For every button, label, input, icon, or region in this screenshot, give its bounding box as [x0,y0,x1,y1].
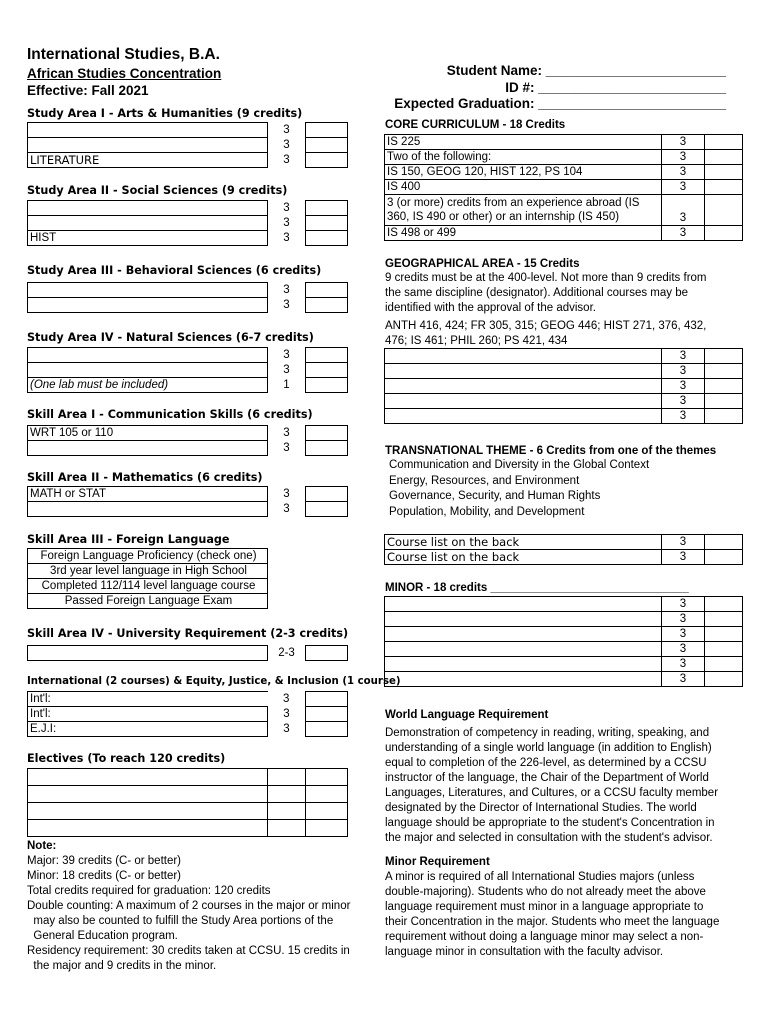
grade-cell[interactable] [705,535,743,550]
credit-cell: 3 [662,612,705,627]
credit-cell: 3 [662,535,705,550]
grade-cell[interactable] [306,769,348,786]
grade-cell[interactable] [306,646,348,661]
note-line: General Education program. [27,930,178,942]
course-cell[interactable] [385,349,662,364]
grade-cell[interactable] [306,426,348,441]
grade-cell[interactable] [705,612,743,627]
expected-graduation-field[interactable]: Expected Graduation: _________________________ [394,96,726,111]
table-row [28,283,348,298]
grade-cell[interactable] [705,226,743,241]
note-line: Minor: 18 credits (C- or better) [27,870,182,882]
table-row [28,298,348,313]
table-row [28,426,348,441]
table-row [385,165,743,180]
description-line: the same discipline (designator). Additional courses may be [385,287,688,299]
course-cell[interactable]: Int'l: [28,707,268,722]
grade-cell[interactable] [705,672,743,687]
grade-cell[interactable] [306,707,348,722]
course-cell: IS 150, GEOG 120, HIST 122, PS 104 [385,165,662,180]
credit-cell: 3 [662,409,705,424]
grade-cell[interactable] [306,231,348,246]
transnational-theme-table [384,534,743,565]
course-cell[interactable] [385,657,662,672]
theme-item: Governance, Security, and Human Rights [389,490,601,502]
core-curriculum-heading: CORE CURRICULUM - 18 Credits [385,119,566,131]
credit-cell: 3 [662,165,705,180]
grade-cell[interactable] [306,138,348,153]
credit-cell: 3 [283,232,290,244]
course-cell[interactable] [28,348,268,363]
course-cell[interactable] [28,820,268,837]
credit-cell: 3 [662,627,705,642]
table-row [28,564,268,579]
credit-cell: 3 [283,364,290,376]
note-heading: Note: [27,840,57,852]
course-cell[interactable] [28,283,268,298]
paragraph-line: the major and selected in consultation with the student's advisor. [385,832,713,844]
table-row [28,579,268,594]
credit-cell: 3 [283,708,290,720]
note-line: Major: 39 credits (C- or better) [27,855,182,867]
electives-table [27,768,348,837]
table-row [28,153,348,168]
course-line: 3 (or more) credits from an experience abroad (IS [387,197,640,209]
table-row [28,786,348,803]
credit-cell[interactable] [268,769,306,786]
course-cell[interactable] [385,364,662,379]
table-row [28,138,348,153]
credit-cell: 3 [283,723,290,735]
course-cell[interactable] [28,201,268,216]
course-cell[interactable] [28,363,268,378]
credit-cell: 3 [283,124,290,136]
table-row [385,379,743,394]
paragraph-line: equal to completion of the 226-level, as determined by a CCSU [385,757,707,769]
course-cell[interactable]: Int'l: [28,692,268,707]
grade-cell[interactable] [306,216,348,231]
description-line: identified with the approval of the advisor. [385,302,596,314]
paragraph-line: Demonstration of competency in reading, writing, speaking, and [385,727,710,739]
course-cell: IS 498 or 499 [385,226,662,241]
table-row [385,226,743,241]
list-item[interactable]: 3rd year level language in High School [28,564,268,579]
list-item[interactable]: Passed Foreign Language Exam [28,594,268,609]
grade-cell[interactable] [306,692,348,707]
grade-cell[interactable] [306,502,348,517]
grade-cell[interactable] [705,642,743,657]
note-line: Double counting: A maximum of 2 courses in the major or minor [27,900,351,912]
grade-cell[interactable] [705,364,743,379]
course-cell[interactable] [28,123,268,138]
paragraph-line: instructor of the language, the Chair of the Department of World [385,772,709,784]
credit-cell: 3 [662,195,705,226]
grade-cell[interactable] [306,153,348,168]
student-name-field[interactable]: Student Name: ________________________ [446,63,726,78]
note-line: may also be counted to fulfill the Study Area portions of the [27,915,334,927]
paragraph-line: language should be appropriate to the student's Concentration in [385,817,715,829]
international-heading: International (2 courses) & Equity, Justice, & Inclusion (1 course) [27,676,401,687]
table-row [385,349,743,364]
course-cell[interactable] [385,672,662,687]
note-line: the major and 9 credits in the minor. [27,960,217,972]
credit-cell: 3 [662,394,705,409]
study-area-4-table [27,347,348,393]
credit-cell: 1 [283,379,290,391]
paragraph-line: understanding of a single world language (in addition to English) [385,742,712,754]
grade-cell[interactable] [705,394,743,409]
international-table [27,691,348,737]
section-heading: World Language Requirement [385,709,549,721]
paragraph-line: language minor in consultation with the faculty advisor. [385,946,664,958]
course-cell[interactable]: (One lab must be included) [28,378,268,393]
credit-cell: 3 [662,657,705,672]
table-row [385,394,743,409]
student-id-field[interactable]: ID #: _________________________ [505,80,726,95]
grade-cell[interactable] [306,820,348,837]
table-row [385,135,743,150]
paragraph-line: designated by the Director of International Studies. The world [385,802,697,814]
minor-table [384,596,743,687]
core-curriculum-table [384,134,743,241]
grade-cell[interactable] [705,150,743,165]
grade-cell[interactable] [705,627,743,642]
credit-cell[interactable] [268,820,306,837]
grade-cell[interactable] [705,379,743,394]
skill-area-2-heading: Skill Area II - Mathematics (6 credits) [27,471,263,484]
credit-cell: 3 [662,379,705,394]
credit-cell: 3 [283,503,290,515]
grade-cell[interactable] [705,349,743,364]
table-row [28,201,348,216]
course-line: 360, IS 490 or other) or an internship (IS 450) [387,211,620,223]
course-cell: IS 400 [385,180,662,195]
description-line: 9 credits must be at the 400-level. Not more than 9 credits from [385,272,707,284]
grade-cell[interactable] [705,550,743,565]
credit-cell: 3 [662,180,705,195]
minor-heading: MINOR - 18 credits _______________________________ [385,582,689,594]
course-cell[interactable] [28,803,268,820]
study-area-2-heading: Study Area II - Social Sciences (9 credits) [27,184,288,197]
table-row [385,150,743,165]
course-cell: Two of the following: [385,150,662,165]
credit-cell: 3 [662,597,705,612]
geographical-area-courses [385,319,745,349]
skill-area-3-table [27,548,268,609]
table-row [385,642,743,657]
table-row [385,597,743,612]
page-title: International Studies, B.A. [27,46,220,63]
course-cell[interactable]: WRT 105 or 110 [28,426,268,441]
credit-cell: 3 [283,442,290,454]
paragraph-line: A minor is required of all International Studies majors (unless [385,871,695,883]
grade-cell[interactable] [306,378,348,393]
credit-cell: 3 [283,427,290,439]
credit-cell: 3 [662,672,705,687]
geographical-area-table [384,348,743,424]
course-cell[interactable] [28,138,268,153]
credit-cell: 3 [662,550,705,565]
grade-cell[interactable] [705,165,743,180]
table-row [385,627,743,642]
course-cell[interactable]: Course list on the back [385,535,662,550]
skill-area-4-heading: Skill Area IV - University Requirement (2-3 credits) [27,627,349,640]
table-row [385,535,743,550]
grade-cell[interactable] [306,348,348,363]
table-row [28,216,348,231]
table-row [385,195,743,226]
grade-cell[interactable] [306,487,348,502]
credit-cell: 3 [662,150,705,165]
table-row [28,692,348,707]
table-row [28,231,348,246]
course-cell[interactable] [385,642,662,657]
course-cell[interactable] [28,646,268,661]
grade-cell[interactable] [306,722,348,737]
theme-item: Population, Mobility, and Development [389,505,585,518]
grade-cell[interactable] [306,363,348,378]
credit-cell: 3 [283,139,290,151]
table-row [28,549,268,564]
section-heading: Minor Requirement [385,856,490,868]
list-item[interactable]: Completed 112/114 level language course [28,579,268,594]
credit-cell: 3 [283,202,290,214]
course-list-line: ANTH 416, 424; FR 305, 315; GEOG 446; HIST 271, 376, 432, [385,320,707,332]
credit-cell: 3 [662,349,705,364]
paragraph-line: requirement without doing a language minor may select a non- [385,931,704,943]
course-cell[interactable]: E.J.I: [28,722,268,737]
credit-cell: 3 [283,217,290,229]
table-row [28,769,348,786]
course-cell[interactable] [28,786,268,803]
transnational-themes-list [389,458,739,520]
note-line: Total credits required for graduation: 120 credits [27,885,271,897]
minor-requirement [385,855,755,960]
course-cell[interactable] [28,216,268,231]
credit-cell: 3 [662,642,705,657]
course-cell[interactable]: MATH or STAT [28,487,268,502]
skill-area-2-table [27,486,348,517]
credit-cell: 3 [283,299,290,311]
course-cell[interactable] [28,298,268,313]
grade-cell[interactable] [705,657,743,672]
theme-item: Communication and Diversity in the Global Context [389,459,650,471]
concentration-title: African Studies Concentration [27,66,222,81]
credit-cell: 3 [662,364,705,379]
course-cell[interactable]: Course list on the back [385,550,662,565]
table-row [385,409,743,424]
grade-cell[interactable] [705,597,743,612]
course-cell[interactable] [385,394,662,409]
table-row [385,364,743,379]
grade-cell[interactable] [705,195,743,226]
course-cell[interactable] [28,502,268,517]
grade-cell[interactable] [306,283,348,298]
course-cell[interactable]: HIST [28,231,268,246]
credit-cell: 3 [283,284,290,296]
geographical-area-heading: GEOGRAPHICAL AREA - 15 Credits [385,258,580,270]
course-cell[interactable] [28,441,268,456]
course-cell: IS 225 [385,135,662,150]
credit-cell[interactable] [268,803,306,820]
paragraph-line: language requirement must minor in a language appropriate to [385,901,704,913]
table-row [28,441,348,456]
table-row [385,550,743,565]
credit-cell: 3 [662,226,705,241]
grade-cell[interactable] [306,201,348,216]
credit-cell: 3 [283,488,290,500]
paragraph-line: Languages, Literatures, and Cultures, or a CCSU faculty member [385,787,719,799]
table-row [28,820,348,837]
theme-item: Energy, Resources, and Environment [389,474,580,487]
credit-cell: 3 [662,135,705,150]
list-item: Foreign Language Proficiency (check one) [28,549,268,564]
note-line: Residency requirement: 30 credits taken at CCSU. 15 credits in [27,945,350,957]
table-row [385,612,743,627]
grade-cell[interactable] [306,441,348,456]
table-row [28,803,348,820]
grade-cell[interactable] [306,298,348,313]
table-row [28,646,348,661]
table-row [28,123,348,138]
grade-cell[interactable] [306,803,348,820]
credit-cell: 3 [283,349,290,361]
table-row [385,657,743,672]
table-row [28,502,348,517]
table-row [28,707,348,722]
grade-cell[interactable] [306,786,348,803]
table-row [385,180,743,195]
credit-cell[interactable] [268,786,306,803]
table-row [28,363,348,378]
table-row [28,594,268,609]
table-row [28,722,348,737]
course-cell[interactable]: LITERATURE [28,153,268,168]
study-area-4-heading: Study Area IV - Natural Sciences (6-7 credits) [27,331,314,344]
geographical-area-description [385,271,745,316]
course-cell[interactable] [385,612,662,627]
course-cell[interactable] [385,409,662,424]
grade-cell[interactable] [705,180,743,195]
study-area-3-table [27,282,348,313]
grade-cell[interactable] [705,135,743,150]
world-language-requirement [385,708,755,846]
grade-cell[interactable] [306,123,348,138]
credit-cell: 3 [283,693,290,705]
transnational-theme-heading: TRANSNATIONAL THEME - 6 Credits from one of the themes [385,445,717,457]
table-row [28,378,348,393]
table-row [28,487,348,502]
electives-heading: Electives (To reach 120 credits) [27,752,226,765]
paragraph-line: double-majoring). Students who do not already meet the above [385,886,706,898]
skill-area-1-heading: Skill Area I - Communication Skills (6 credits) [27,408,313,421]
skill-area-4-table [27,645,348,661]
note-section [27,839,372,974]
course-cell[interactable] [385,597,662,612]
effective-date: Effective: Fall 2021 [27,83,149,98]
course-cell[interactable] [385,627,662,642]
study-area-3-heading: Study Area III - Behavioral Sciences (6 credits) [27,264,322,277]
study-area-2-table [27,200,348,246]
credit-cell: 3 [283,154,290,166]
skill-area-3-heading: Skill Area III - Foreign Language [27,533,230,546]
credit-cell: 2-3 [278,647,295,659]
study-area-1-heading: Study Area I - Arts & Humanities (9 credits) [27,107,303,120]
course-cell[interactable] [28,769,268,786]
table-row [385,672,743,687]
skill-area-1-table [27,425,348,456]
course-cell [385,195,662,226]
paragraph-line: their Concentration in the major. Students who meet the language [385,916,720,928]
course-list-line: 476; IS 461; PHIL 260; PS 421, 434 [385,335,568,347]
study-area-1-table [27,122,348,168]
table-row [28,348,348,363]
grade-cell[interactable] [705,409,743,424]
course-cell[interactable] [385,379,662,394]
